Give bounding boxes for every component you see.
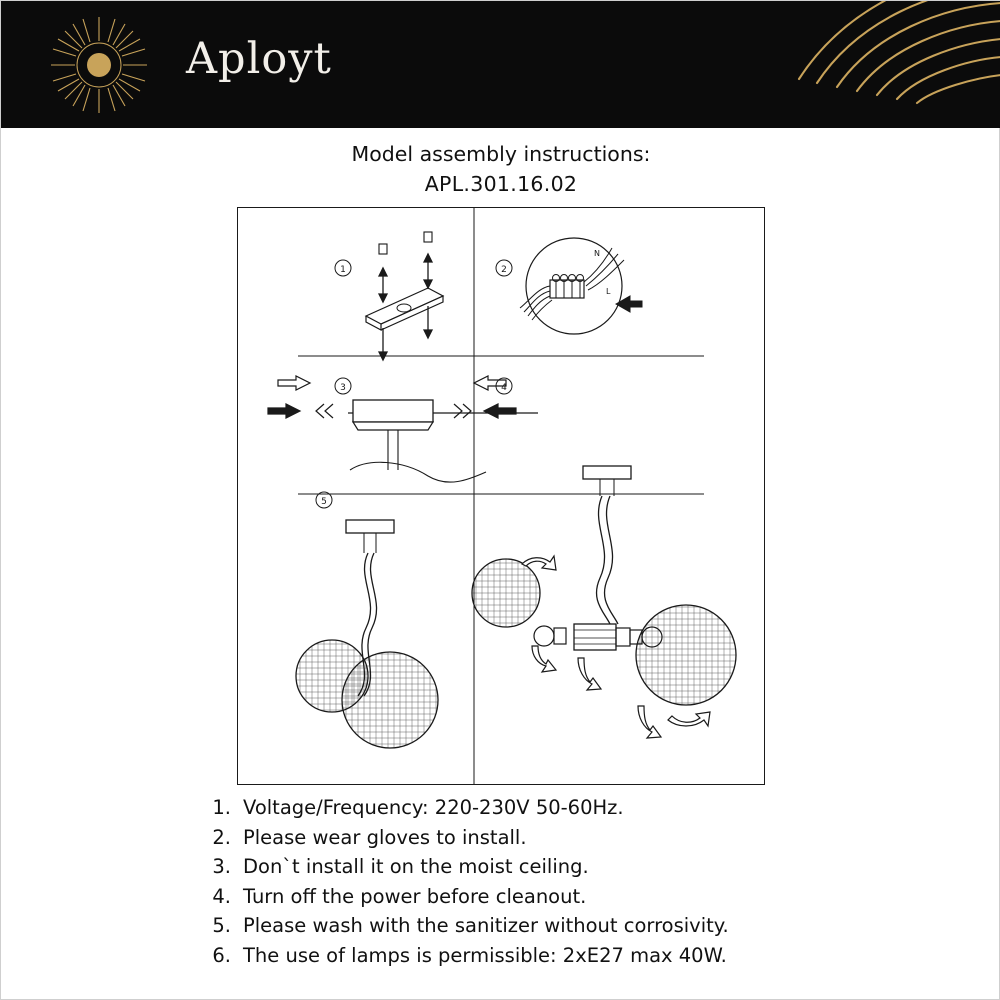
note-number: 3. bbox=[212, 855, 231, 879]
sunburst-logo-icon bbox=[49, 15, 149, 115]
instruction-notes bbox=[197, 793, 897, 971]
svg-text:3: 3 bbox=[340, 383, 346, 393]
list-item bbox=[197, 852, 897, 882]
svg-text:L: L bbox=[606, 287, 611, 296]
fan-rays-icon bbox=[631, 1, 1000, 128]
note-number: 2. bbox=[212, 825, 231, 849]
note-text: Please wear gloves to install. bbox=[243, 825, 527, 849]
list-item bbox=[197, 793, 897, 823]
svg-text:5: 5 bbox=[321, 497, 327, 507]
note-number: 4. bbox=[212, 884, 231, 908]
note-text: Don`t install it on the moist ceiling. bbox=[243, 855, 589, 879]
title-line-1: Model assembly instructions: bbox=[351, 142, 651, 166]
svg-text:4: 4 bbox=[501, 383, 507, 393]
brand-banner bbox=[1, 1, 1000, 128]
note-number: 1. bbox=[212, 796, 231, 819]
brand-name: Aployt bbox=[186, 34, 332, 84]
list-item bbox=[197, 823, 897, 853]
model-code: APL.301.16.02 bbox=[424, 172, 578, 196]
svg-text:1: 1 bbox=[340, 265, 346, 275]
svg-text:2: 2 bbox=[501, 265, 507, 275]
list-item bbox=[197, 911, 897, 941]
note-text: Please wash with the sanitizer without corrosivity. bbox=[243, 914, 729, 938]
page-title bbox=[1, 139, 1000, 199]
list-item bbox=[197, 941, 897, 971]
assembly-diagram bbox=[237, 207, 765, 785]
note-number: 6. bbox=[212, 943, 231, 967]
list-item bbox=[197, 882, 897, 912]
note-text: Turn off the power before cleanout. bbox=[243, 884, 587, 908]
note-text: The use of lamps is permissible: 2xE27 max 40W. bbox=[243, 943, 727, 967]
svg-text:N: N bbox=[594, 249, 600, 258]
note-number: 5. bbox=[212, 914, 231, 938]
note-text: Voltage/Frequency: 220-230V 50-60Hz. bbox=[243, 796, 624, 819]
